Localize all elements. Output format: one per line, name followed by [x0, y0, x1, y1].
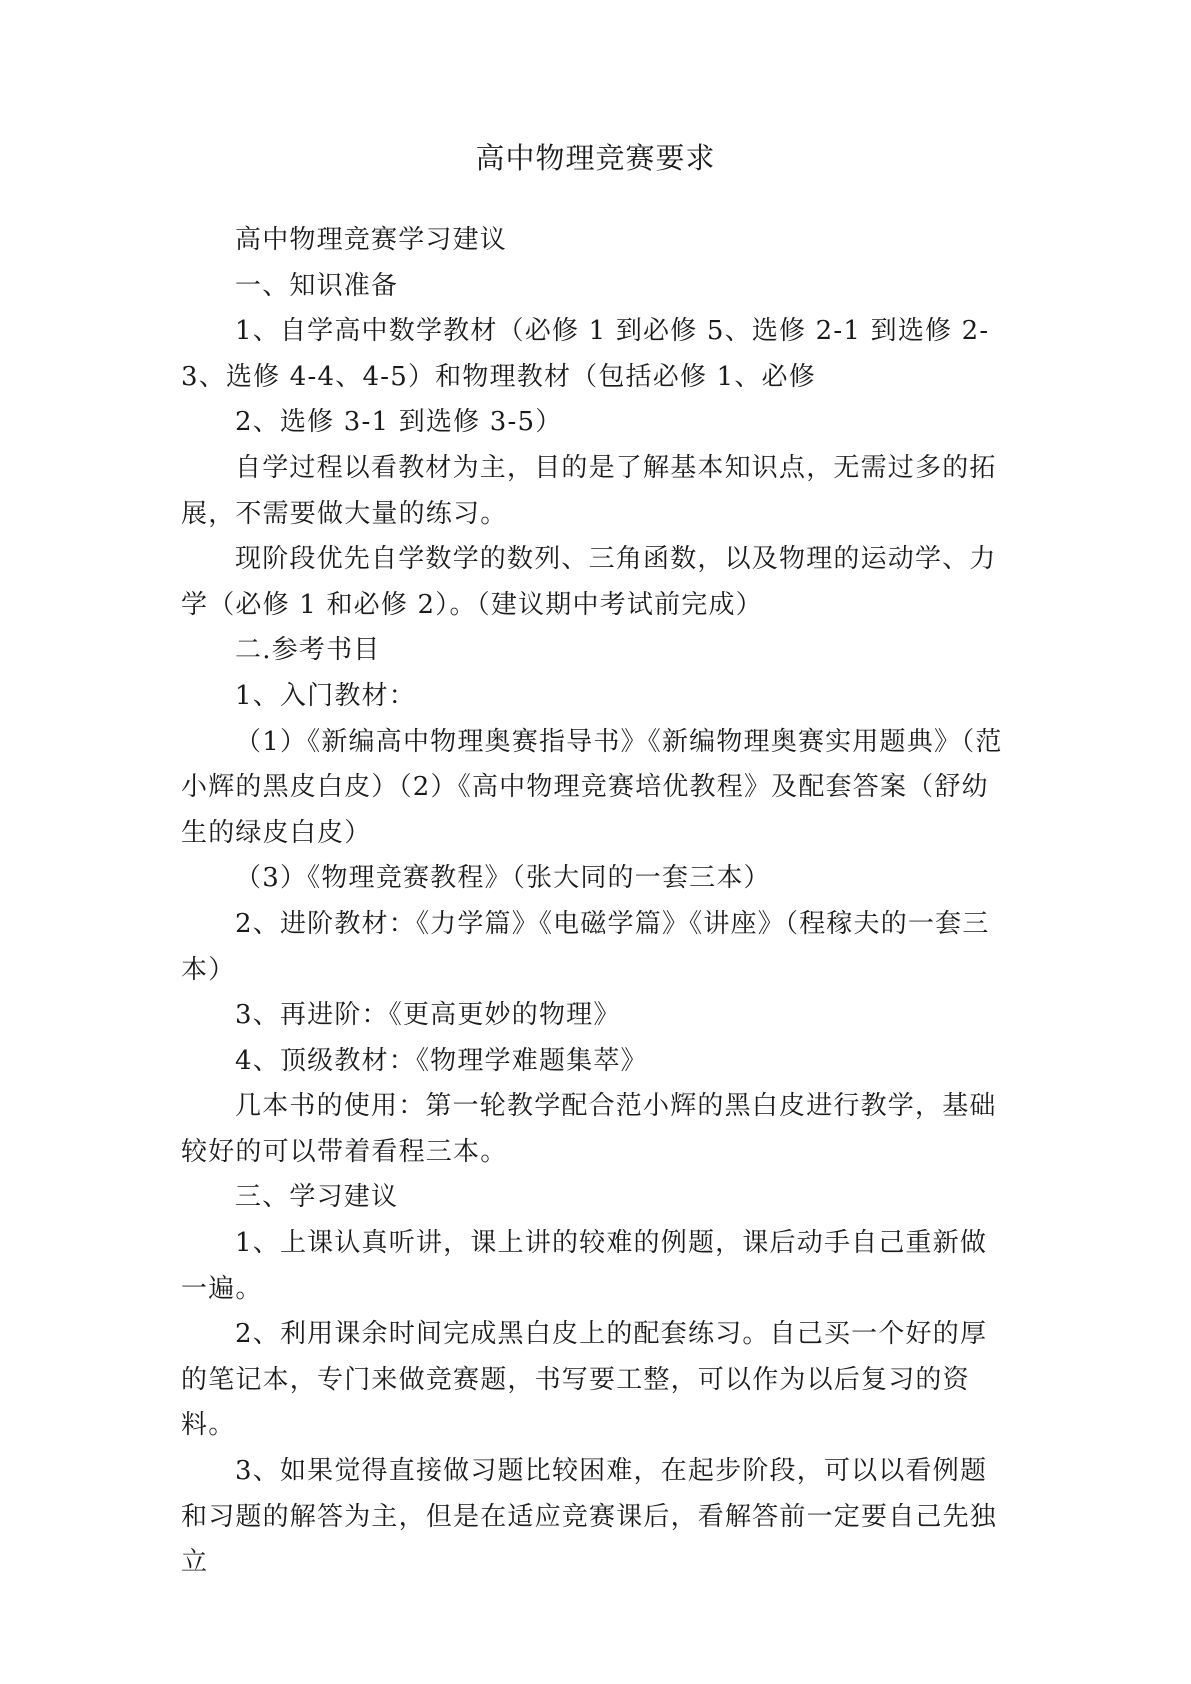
paragraph-advanced-textbooks: 2、进阶教材：《力学篇》《电磁学篇》《讲座》（程稼夫的一套三本）: [181, 908, 990, 985]
section-heading-learning-advice: 三、学习建议: [235, 1182, 399, 1213]
document-body: [181, 218, 1014, 1586]
paragraph-advice-2: 2、利用课余时间完成黑白皮上的配套练习。自己买一个好的厚的笔记本，专门来做竞赛题，书写要工整，可以作为以后复习的资料。: [181, 1319, 988, 1441]
page-title: 高中物理竞赛要求: [475, 141, 716, 175]
paragraph-priority: 现阶段优先自学数学的数列、三角函数，以及物理的运动学、力学（必修 1 和必修 2）。（建议期中考试前完成）: [181, 544, 997, 620]
paragraph-self-study-process: 自学过程以看教材为主，目的是了解基本知识点，无需过多的拓展，不需要做大量的练习。: [181, 452, 997, 529]
section-heading-study-advice: 高中物理竞赛学习建议: [235, 225, 508, 255]
paragraph-further-advanced: 3、再进阶：《更高更妙的物理》: [235, 1000, 621, 1031]
section-heading-knowledge: 一、知识准备: [235, 270, 399, 301]
paragraph-top-textbook: 4、顶级教材：《物理学难题集萃》: [235, 1045, 648, 1076]
paragraph-electives: 2、选修 3-1 到选修 3-5）: [235, 407, 563, 438]
paragraph-advice-3: 3、如果觉得直接做习题比较困难，在起步阶段，可以以看例题和习题的解答为主，但是在适应竞赛课后，看解答前一定要自己先独立: [181, 1456, 998, 1578]
section-heading-reference-books: 二.参考书目: [235, 635, 381, 666]
paragraph-intro-book-3: （3）《物理竞赛教程》（张大同的一套三本）: [235, 863, 771, 894]
paragraph-self-study-textbooks: 1、自学高中数学教材（必修 1 到必修 5、选修 2-1 到选修 2-3、选修 4-4、4-5）和物理教材（包括必修 1、必修: [181, 316, 990, 392]
paragraph-intro-book-list: （1）《新编高中物理奥赛指导书》《新编物理奥赛实用题典》（范小辉的黑皮白皮）（2）《高中物理竞赛培优教程》及配套答案（舒幼生的绿皮白皮）: [181, 726, 1003, 848]
paragraph-advice-1: 1、上课认真听讲，课上讲的较难的例题，课后动手自己重新做一遍。: [181, 1228, 988, 1304]
paragraph-book-usage: 几本书的使用：第一轮教学配合范小辉的黑白皮进行教学，基础较好的可以带着看程三本。: [181, 1091, 997, 1167]
paragraph-intro-textbooks: 1、入门教材：: [235, 680, 416, 711]
